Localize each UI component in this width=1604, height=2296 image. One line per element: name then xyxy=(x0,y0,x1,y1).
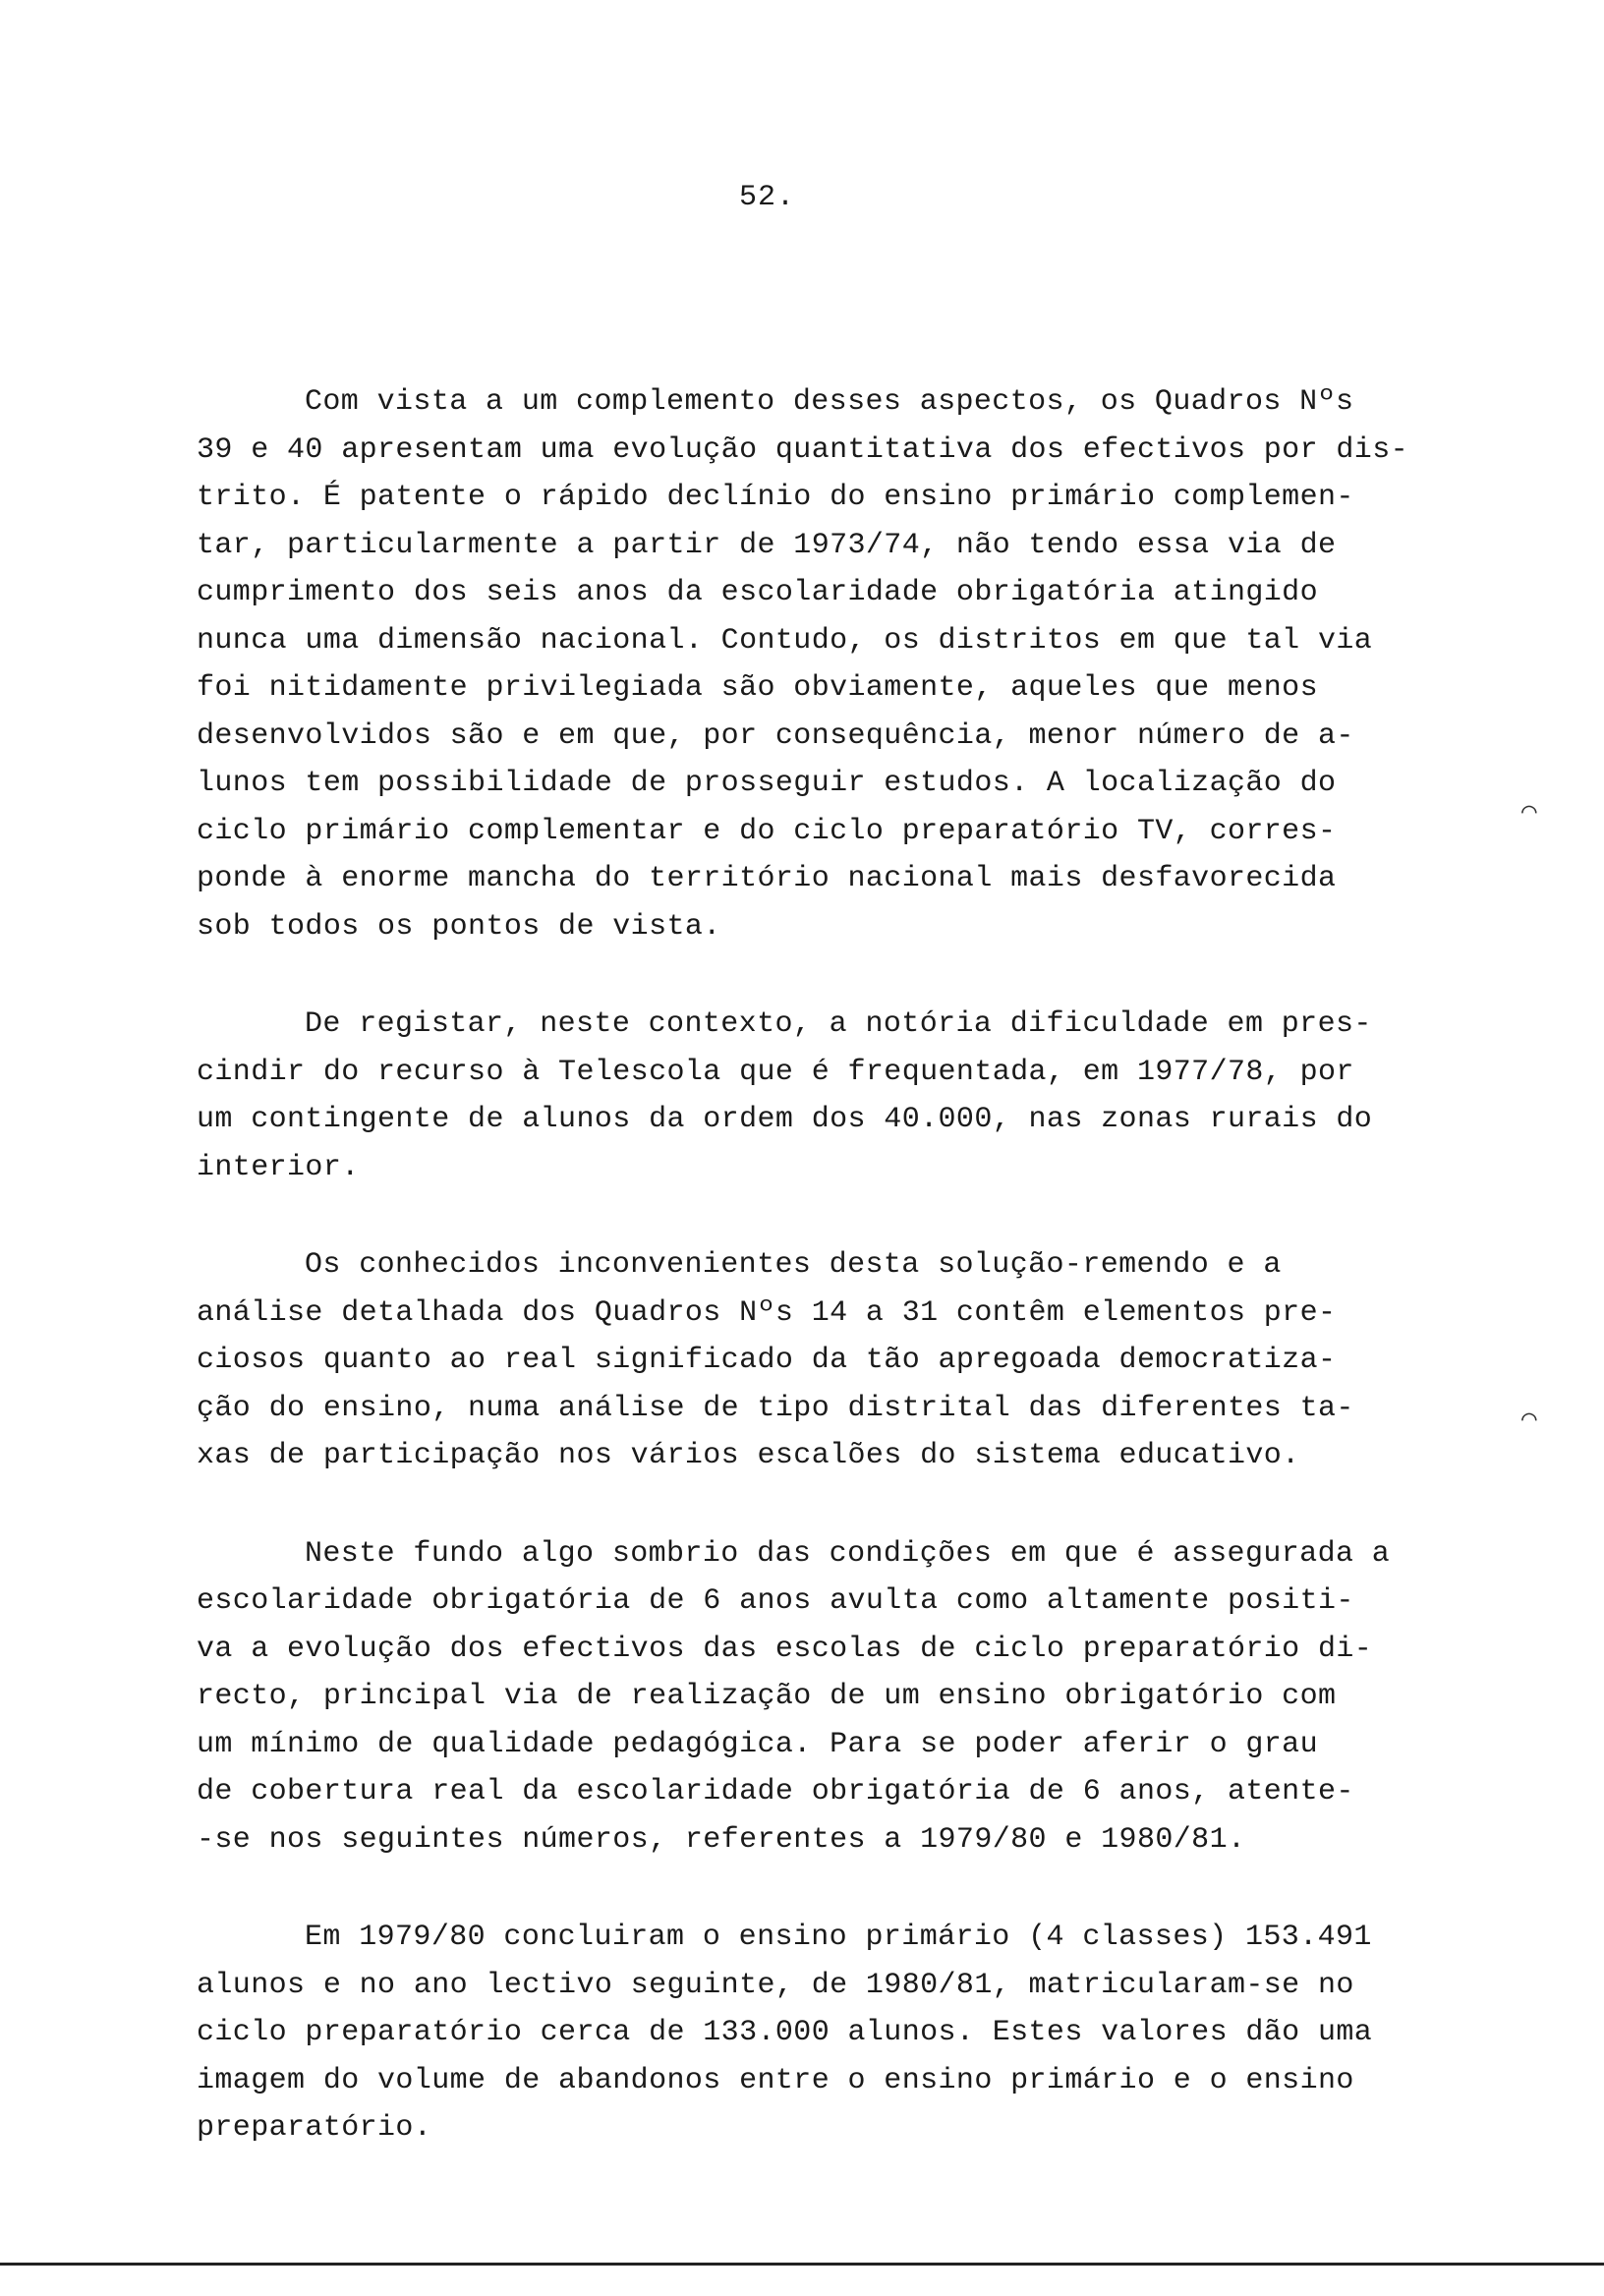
footer-rule xyxy=(0,2263,1604,2266)
text-line: Em 1979/80 concluiram o ensino primário (4 classes) 153.491 xyxy=(305,1921,1372,1954)
paragraph-2 xyxy=(197,1001,1464,1191)
text-line: sob todos os pontos de vista. xyxy=(197,909,721,944)
text-line: escolaridade obrigatória de 6 anos avulta como altamente positi- xyxy=(197,1584,1354,1618)
text-line: nunca uma dimensão nacional. Contudo, os distritos em que tal via xyxy=(197,623,1373,658)
paragraph-3 xyxy=(197,1241,1464,1480)
text-line: cumprimento dos seis anos da escolaridade obrigatória atingido xyxy=(197,576,1318,609)
text-line: trito. É patente o rápido declínio do ensino primário complemen- xyxy=(197,481,1354,514)
text-line: imagem do volume de abandonos entre o ensino primário e o ensino xyxy=(197,2063,1354,2097)
text-line: Os conhecidos inconvenientes desta solução-remendo e a xyxy=(305,1248,1282,1282)
paragraph-5 xyxy=(197,1914,1464,2152)
page-number: 52. xyxy=(739,181,796,214)
text-line: ciosos quanto ao real significado da tão apregoada democratiza- xyxy=(197,1344,1337,1377)
text-line: análise detalhada dos Quadros Nºs 14 a 31 contêm elementos pre- xyxy=(197,1295,1337,1330)
text-line: um mínimo de qualidade pedagógica. Para se poder aferir o grau xyxy=(197,1727,1318,1761)
text-line: De registar, neste contexto, a notória dificuldade em pres- xyxy=(305,1007,1372,1041)
text-line: desenvolvidos são e em que, por consequência, menor número de a- xyxy=(197,718,1354,753)
text-line: preparatório. xyxy=(197,2111,432,2145)
text-line: um contingente de alunos da ordem dos 40.000, nas zonas rurais do xyxy=(197,1103,1373,1136)
text-line: alunos e no ano lectivo seguinte, de 1980/81, matricularam-se no xyxy=(197,1968,1354,2002)
text-line: ciclo preparatório cerca de 133.000 alunos. Estes valores dão uma xyxy=(197,2016,1373,2049)
text-line: Neste fundo algo sombrio das condições em que é assegurada a xyxy=(305,1536,1391,1571)
text-line: 39 e 40 apresentam uma evolução quantitativa dos efectivos por dis- xyxy=(197,432,1408,467)
text-line: va a evolução dos efectivos das escolas de ciclo preparatório di- xyxy=(197,1632,1373,1666)
margin-mark-icon: ⌒ xyxy=(1521,797,1537,827)
text-line: xas de participação nos vários escalões do sistema educativo. xyxy=(197,1439,1300,1472)
margin-mark-icon: ⌒ xyxy=(1521,1405,1537,1434)
text-line: ciclo primário complementar e do ciclo preparatório TV, corres- xyxy=(197,814,1337,848)
text-line: recto, principal via de realização de um ensino obrigatório com xyxy=(197,1680,1337,1713)
text-line: -se nos seguintes números, referentes a 1979/80 e 1980/81. xyxy=(197,1822,1246,1857)
text-line: ponde à enorme mancha do território nacional mais desfavorecida xyxy=(197,862,1337,895)
text-line: de cobertura real da escolaridade obrigatória de 6 anos, atente- xyxy=(197,1775,1354,1808)
text-line: foi nitidamente privilegiada são obviamente, aqueles que menos xyxy=(197,671,1318,705)
text-line: ção do ensino, numa análise de tipo distrital das diferentes ta- xyxy=(197,1391,1354,1425)
text-line: cindir do recurso à Telescola que é frequentada, em 1977/78, por xyxy=(197,1055,1354,1089)
body-text xyxy=(197,378,1464,2203)
paragraph-4 xyxy=(197,1530,1464,1865)
text-line: interior. xyxy=(197,1150,360,1184)
text-line: tar, particularmente a partir de 1973/74, não tendo essa via de xyxy=(197,528,1337,562)
paragraph-1 xyxy=(197,378,1464,950)
text-line: Com vista a um complemento desses aspectos, os Quadros Nºs xyxy=(305,385,1354,419)
text-line: lunos tem possibilidade de prosseguir estudos. A localização do xyxy=(197,767,1337,800)
